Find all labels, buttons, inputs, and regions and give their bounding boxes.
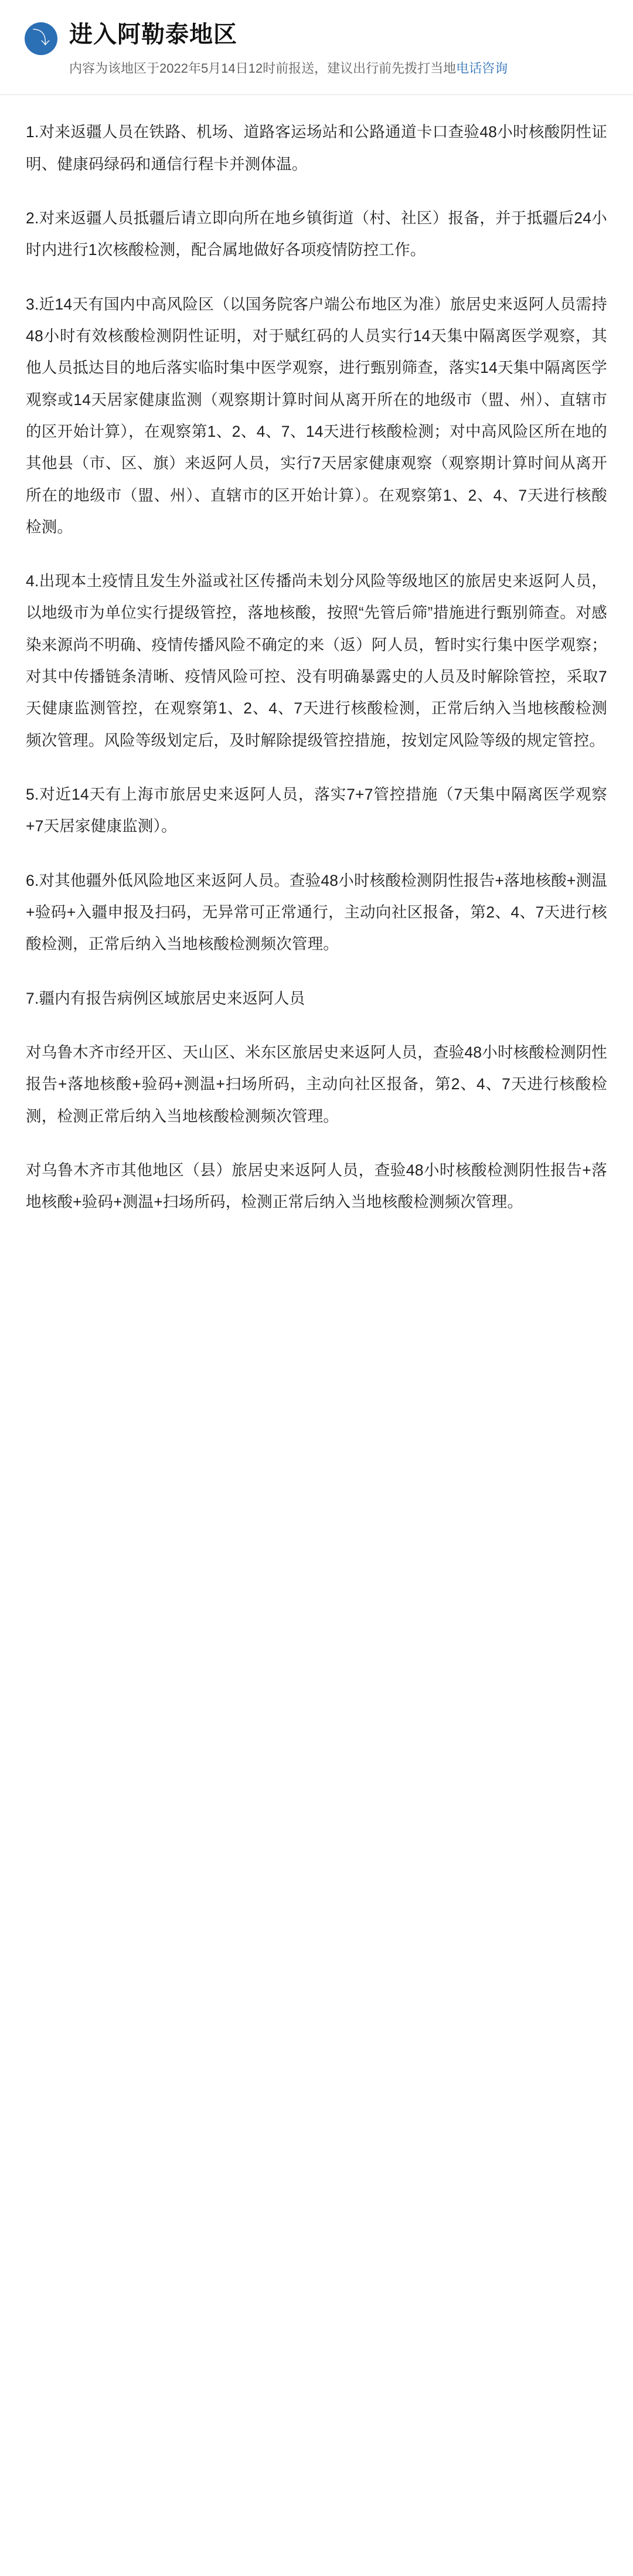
paragraph-7: 7.疆内有报告病例区域旅居史来返阿人员: [26, 989, 305, 1007]
page-title: 进入阿勒泰地区: [69, 22, 237, 47]
phone-consult-link[interactable]: 电话咨询: [456, 61, 508, 76]
paragraph-8: 对乌鲁木齐市经开区、天山区、米东区旅居史来返阿人员，查验48小时核酸检测阴性报告+落地核酸+验码+测温+扫场所码，主动向社区报备，第2、4、7天进行核酸检测，检测正常后纳入当地核酸检测频次管理。: [26, 1043, 607, 1125]
paragraph-3: 3.近14天有国内中高风险区（以国务院客户端公布地区为准）旅居史来返阿人员需持48小时有效核酸检测阴性证明，对于赋红码的人员实行14天集中隔离医学观察，其他人员抵达目的地后落实临时集中医学观察，进行甄别筛查，落实14天集中隔离医学观察或14天居家健康监测（观察期计算时间从离开所在的地级市（盟、州）、直辖市的区开始计算），在观察第1、2、4、7、14天进行核酸检测；对中高风险区所在地的其他县（市、区、旗）来返阿人员，实行7天居家健康观察（观察期计算时间从离开所在的地级市（盟、州）、直辖市的区开始计算）。在观察第1、2、4、7天进行核酸检测。: [26, 295, 607, 536]
paragraph-4: 4.出现本土疫情且发生外溢或社区传播尚未划分风险等级地区的旅居史来返阿人员，以地级市为单位实行提级管控，落地核酸，按照“先管后筛”措施进行甄别筛查。对感染来源尚不明确、疫情传播风险不确定的来（返）阿人员，暂时实行集中医学观察；对其中传播链条清晰、疫情风险可控、没有明确暴露史的人员及时解除管控，采取7天健康监测管控，在观察第1、2、4、7天进行核酸检测，正常后纳入当地核酸检测频次管理。风险等级划定后，及时解除提级管控措施，按划定风险等级的规定管控。: [26, 572, 607, 749]
paragraph-9: 对乌鲁木齐市其他地区（县）旅居史来返阿人员，查验48小时核酸检测阴性报告+落地核酸+验码+测温+扫场所码，检测正常后纳入当地核酸检测频次管理。: [26, 1161, 607, 1211]
article-body: [0, 95, 633, 1253]
paragraph-5: 5.对近14天有上海市旅居史来返阿人员，落实7+7管控措施（7天集中隔离医学观察+7天居家健康监测）。: [26, 786, 607, 835]
page-subtitle: [69, 57, 608, 79]
page-header: [0, 0, 633, 94]
paragraph-2: 2.对来返疆人员抵疆后请立即向所在地乡镇街道（村、社区）报备，并于抵疆后24小时内进行1次核酸检测，配合属地做好各项疫情防控工作。: [26, 209, 607, 259]
enter-arrow-icon: ⤵: [25, 22, 57, 55]
header-text-block: [69, 20, 608, 79]
subtitle-text: 内容为该地区于2022年5月14日12时前报送，建议出行前先拨打当地: [69, 61, 457, 76]
paragraph-1: 1.对来返疆人员在铁路、机场、道路客运场站和公路通道卡口查验48小时核酸阴性证明、健康码绿码和通信行程卡并测体温。: [26, 123, 607, 173]
paragraph-6: 6.对其他疆外低风险地区来返阿人员。查验48小时核酸检测阴性报告+落地核酸+测温+验码+入疆申报及扫码，无异常可正常通行，主动向社区报备，第2、4、7天进行核酸检测，正常后纳入当地核酸检测频次管理。: [26, 871, 607, 953]
